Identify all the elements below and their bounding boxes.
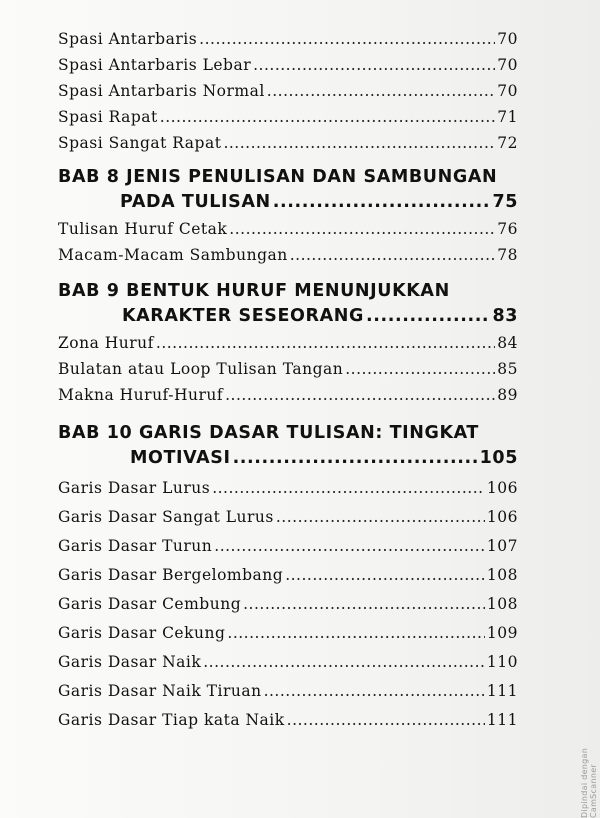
entry-label: Macam-Macam Sambungan xyxy=(58,246,288,264)
entry-page-number: 107 xyxy=(486,537,518,555)
dot-leader xyxy=(287,706,485,735)
toc-entry xyxy=(58,532,518,561)
dot-leader xyxy=(199,26,495,52)
chapter-title-line2-row xyxy=(58,446,518,471)
chapter-title-line1: BAB 10 GARIS DASAR TULISAN: TINGKAT xyxy=(58,423,479,443)
entry-label: Spasi Antarbaris Lebar xyxy=(58,56,252,74)
dot-leader xyxy=(212,474,485,503)
dot-leader xyxy=(156,330,495,356)
chapter-page-number: 83 xyxy=(492,306,518,326)
toc-entry xyxy=(58,26,518,52)
entry-page-number: 110 xyxy=(486,653,518,671)
entry-label: Garis Dasar Lurus xyxy=(58,479,211,497)
entry-label: Makna Huruf-Huruf xyxy=(58,386,224,404)
entry-page-number: 106 xyxy=(486,508,518,526)
entry-label: Spasi Antarbaris xyxy=(58,30,198,48)
entry-label: Garis Dasar Sangat Lurus xyxy=(58,508,274,526)
dot-leader xyxy=(227,619,485,648)
entry-label: Spasi Sangat Rapat xyxy=(58,134,222,152)
entry-page-number: 111 xyxy=(486,682,518,700)
entry-label: Garis Dasar Naik Tiruan xyxy=(58,682,262,700)
entry-label: Garis Dasar Tiap kata Naik xyxy=(58,711,285,729)
entry-label: Zona Huruf xyxy=(58,334,154,352)
entry-page-number: 108 xyxy=(486,566,518,584)
toc-entry xyxy=(58,677,518,706)
entry-page-number: 70 xyxy=(497,82,518,100)
chapter-title-line2-row xyxy=(58,304,518,329)
chapter-title-line2: PADA TULISAN xyxy=(120,192,271,212)
dot-leader xyxy=(160,104,495,130)
toc-group-bab-9 xyxy=(58,279,518,408)
dot-leader xyxy=(233,446,478,471)
dot-leader xyxy=(225,382,495,408)
dot-leader xyxy=(214,532,485,561)
dot-leader xyxy=(243,590,485,619)
entry-page-number: 85 xyxy=(497,360,518,378)
dot-leader xyxy=(285,561,485,590)
toc-entry xyxy=(58,503,518,532)
entry-label: Garis Dasar Cembung xyxy=(58,595,242,613)
toc-entry xyxy=(58,474,518,503)
dot-leader xyxy=(253,52,495,78)
toc-group-bab-8 xyxy=(58,165,518,268)
dot-leader xyxy=(264,677,485,706)
toc-group-bab-10 xyxy=(58,421,518,735)
entry-page-number: 72 xyxy=(497,134,518,152)
entry-page-number: 76 xyxy=(497,220,518,238)
toc-entry xyxy=(58,78,518,104)
chapter-heading xyxy=(58,421,518,471)
toc-entry xyxy=(58,216,518,242)
toc-entry xyxy=(58,130,518,156)
chapter-heading xyxy=(58,279,518,329)
entry-label: Garis Dasar Turun xyxy=(58,537,213,555)
chapter-title-line1: BAB 8 JENIS PENULISAN DAN SAMBUNGAN xyxy=(58,167,498,187)
toc-entry xyxy=(58,104,518,130)
table-of-contents xyxy=(58,26,518,735)
entry-page-number: 111 xyxy=(486,711,518,729)
entry-label: Garis Dasar Naik xyxy=(58,653,202,671)
entry-page-number: 109 xyxy=(486,624,518,642)
entry-page-number: 89 xyxy=(497,386,518,404)
chapter-title-line2: MOTIVASI xyxy=(130,448,231,468)
entry-page-number: 70 xyxy=(497,30,518,48)
toc-entry xyxy=(58,561,518,590)
entry-page-number: 70 xyxy=(497,56,518,74)
toc-entry xyxy=(58,590,518,619)
chapter-title-line2: KARAKTER SESEORANG xyxy=(122,306,364,326)
entry-label: Spasi Antarbaris Normal xyxy=(58,82,265,100)
dot-leader xyxy=(223,130,495,156)
toc-group-continuation xyxy=(58,26,518,156)
entry-label: Spasi Rapat xyxy=(58,108,158,126)
chapter-page-number: 105 xyxy=(479,448,518,468)
chapter-heading xyxy=(58,165,518,215)
toc-entry xyxy=(58,648,518,677)
toc-entry xyxy=(58,619,518,648)
entry-label: Tulisan Huruf Cetak xyxy=(58,220,228,238)
chapter-title-line1: BAB 9 BENTUK HURUF MENUNJUKKAN xyxy=(58,281,450,301)
toc-entry xyxy=(58,242,518,268)
toc-entry xyxy=(58,52,518,78)
dot-leader xyxy=(203,648,485,677)
entry-label: Garis Dasar Bergelombang xyxy=(58,566,284,584)
entry-page-number: 71 xyxy=(497,108,518,126)
chapter-title-line2-row xyxy=(58,190,518,215)
toc-entry xyxy=(58,356,518,382)
dot-leader xyxy=(366,304,490,329)
dot-leader xyxy=(229,216,495,242)
scanner-watermark: Dipindai dengan CamScanner xyxy=(580,747,598,818)
dot-leader xyxy=(267,78,495,104)
entry-label: Garis Dasar Cekung xyxy=(58,624,226,642)
dot-leader xyxy=(273,190,491,215)
dot-leader xyxy=(345,356,495,382)
toc-entry xyxy=(58,706,518,735)
entry-page-number: 84 xyxy=(497,334,518,352)
entry-label: Bulatan atau Loop Tulisan Tangan xyxy=(58,360,344,378)
dot-leader xyxy=(276,503,485,532)
entry-page-number: 78 xyxy=(497,246,518,264)
toc-entry xyxy=(58,330,518,356)
dot-leader xyxy=(290,242,496,268)
entry-page-number: 106 xyxy=(486,479,518,497)
entry-page-number: 108 xyxy=(486,595,518,613)
chapter-page-number: 75 xyxy=(492,192,518,212)
toc-entry xyxy=(58,382,518,408)
